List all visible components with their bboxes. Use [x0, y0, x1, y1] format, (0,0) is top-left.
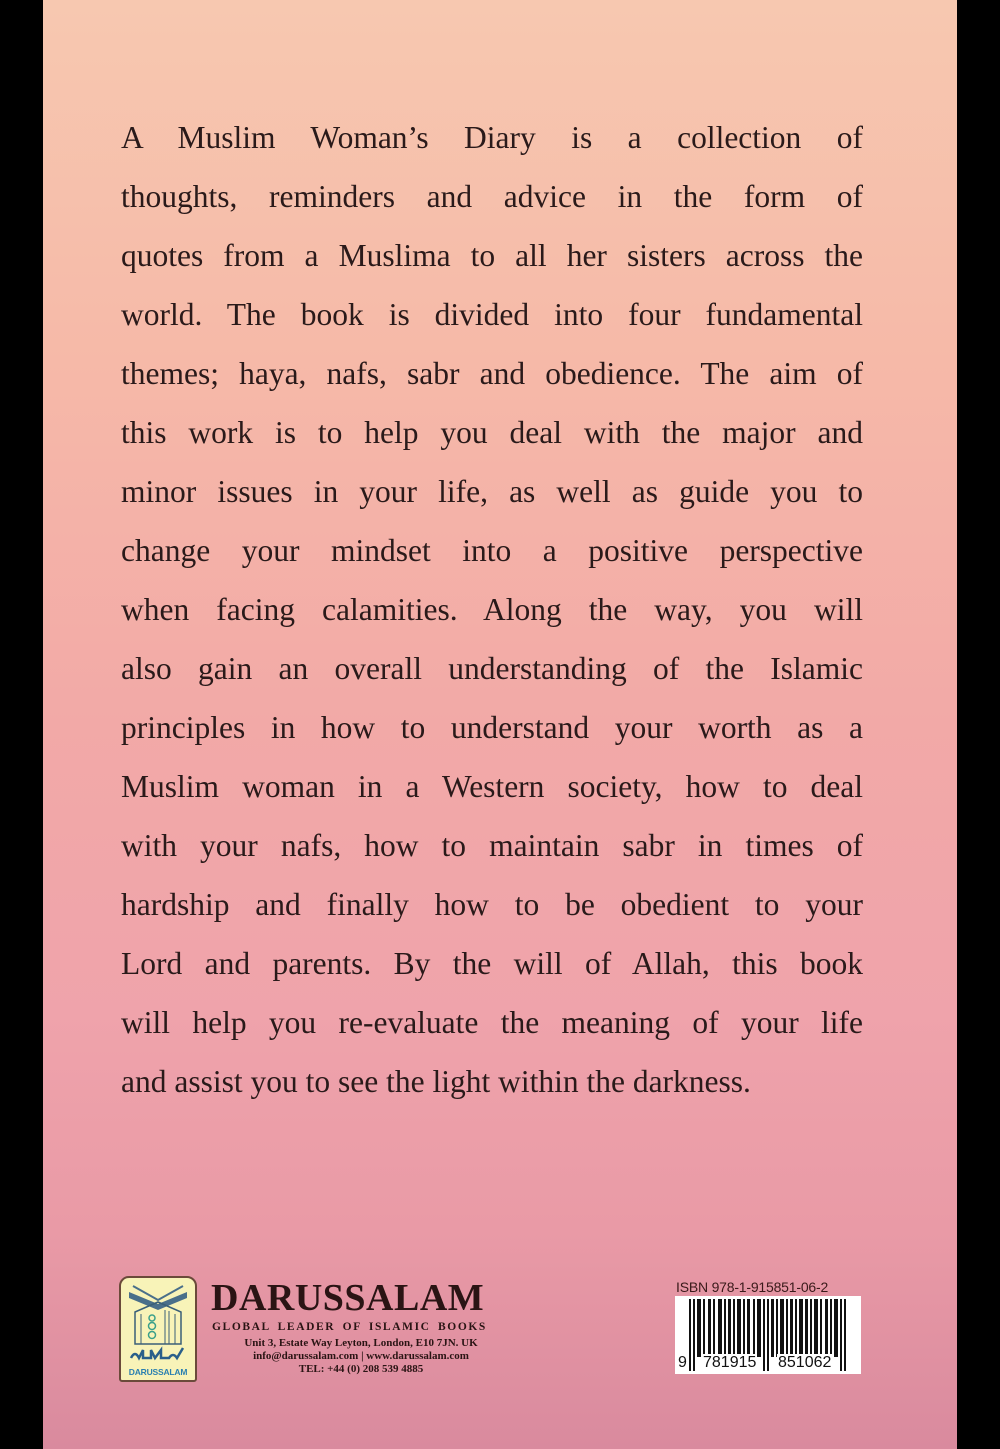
blurb-line: Lord and parents. By the will of Allah, this book [121, 946, 863, 981]
publisher-tagline: GLOBAL LEADER OF ISLAMIC BOOKS [212, 1321, 487, 1333]
blurb-line: minor issues in your life, as well as guide you to [121, 474, 863, 509]
blurb-line: will help you re-evaluate the meaning of your life [121, 1005, 863, 1040]
barcode-digits-right: 851062 [778, 1354, 832, 1371]
blurb-line: when facing calamities. Along the way, you will [121, 592, 863, 627]
blurb-line: principles in how to understand your worth as a [121, 710, 863, 745]
publisher-address: Unit 3, Estate Way Leyton, London, E10 7JN. UK [244, 1337, 478, 1349]
book-minaret-logo-icon [121, 1278, 195, 1380]
isbn-label: ISBN 978-1-915851-06-2 [676, 1279, 829, 1295]
barcode-digit-first: 9 [678, 1354, 687, 1371]
publisher-logo [119, 1276, 197, 1382]
blurb-line: quotes from a Muslima to all her sisters across the [121, 238, 863, 273]
book-back-cover [43, 0, 957, 1449]
barcode-digits [675, 1352, 861, 1374]
publisher-block [119, 1276, 509, 1386]
blurb-line: change your mindset into a positive perspective [121, 533, 863, 568]
publisher-name: DARUSSALAM [211, 1277, 485, 1319]
publisher-contact [211, 1337, 511, 1376]
publisher-web: info@darussalam.com | www.darussalam.com [253, 1350, 469, 1362]
blurb-line: and assist you to see the light within the darkness. [121, 1064, 751, 1099]
blurb-line: A Muslim Woman’s Diary is a collection of [121, 120, 863, 155]
blurb-line: with your nafs, how to maintain sabr in times of [121, 828, 863, 863]
barcode-digits-left: 781915 [703, 1354, 757, 1371]
blurb-line: world. The book is divided into four fundamental [121, 297, 863, 332]
blurb-line: themes; haya, nafs, sabr and obedience. The aim of [121, 356, 863, 391]
blurb-line: this work is to help you deal with the major and [121, 415, 863, 450]
blurb-line: also gain an overall understanding of the Islamic [121, 651, 863, 686]
logo-label: DARUSSALAM [128, 1367, 188, 1377]
blurb-line: Muslim woman in a Western society, how to deal [121, 769, 863, 804]
isbn-barcode [675, 1296, 861, 1374]
publisher-phone: TEL: +44 (0) 208 539 4885 [298, 1363, 424, 1375]
cover-blurb [121, 108, 863, 1111]
blurb-line: thoughts, reminders and advice in the form of [121, 179, 863, 214]
blurb-line: hardship and finally how to be obedient to your [121, 887, 863, 922]
